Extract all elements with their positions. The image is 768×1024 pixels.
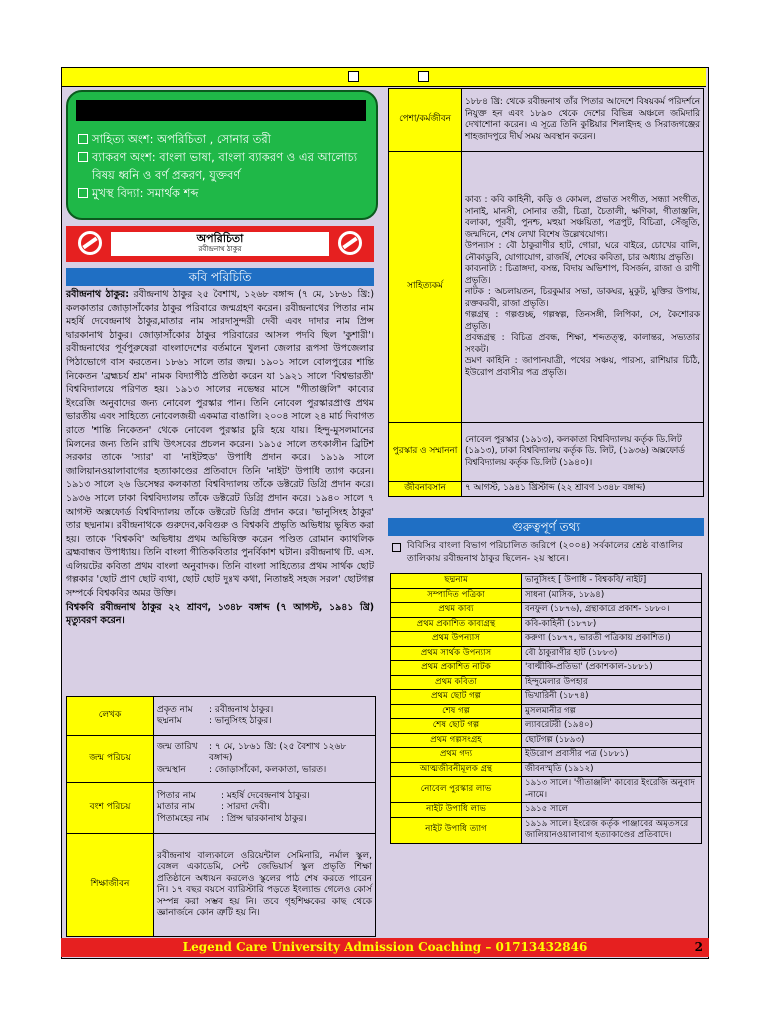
table-row: প্রথম গদ্য ইউরোপ প্রবাসীর পত্র (১৮৮১) [391,748,702,763]
checkbox-icon [418,71,429,82]
table-row: প্রথম গল্পসংগ্রহ ছোটগল্প (১৮৯৩) [391,733,702,748]
page-number: 2 [694,940,703,954]
checkbox-icon [78,152,88,162]
right-column [388,88,704,938]
table-row: শেষ গল্প মুসলমানীর গল্প [391,704,702,719]
table-row: আত্মজীবনীমূলক গ্রন্থ জীবনস্মৃতি (১৯১২) [391,762,702,777]
checkbox-icon [78,188,88,198]
title-banner [66,226,374,262]
table-row: প্রথম প্রকাশিত নাটক 'বাল্মীকি-প্রতিভা' (প্রকাশকাল-১৮৮১) [391,661,702,676]
table-row: ছদ্মনাম ভানুসিংহ [ উপাধি - বিশ্বকবি/ নাইট] [391,574,702,589]
top-yellow-bar [62,68,706,87]
table-row: জন্ম পরিচয় জন্ম তারিখ : ৭ মে, ১৮৬১ খ্রি: (২৫ বৈশাখ ১২৬৮ বঙ্গাব্দ) জন্মস্থান : জোড়াসাঁকো, কলকাতা, ভারত। [67,736,376,783]
table-row: প্রথম কাব্য বনফুল (১৮৭৬), গ্রন্থাকারে প্রকাশ- ১৮৮০। [391,603,702,618]
syllabus-item: ব্যাকরণ অংশ: বাংলা ভাষা, বাংলা ব্যাকরণ ও এর আলোচ্য বিষয় ধ্বনি ও বর্ণ প্রকরণ, যুক্তবর্ণ [78,148,368,184]
banner-author: রবীন্দ্রনাথ ঠাকুর [198,245,242,253]
banner-title: অপরিচিতা [196,232,244,245]
guru-heading: গুরুত্বপূর্ণ তথ্য [388,518,704,536]
table-row: প্রথম কবিতা হিন্দুমেলার উপহার [391,675,702,690]
table-row: সম্পাদিত পত্রিকা সাধনা (মাসিক, ১৮৯৪) [391,588,702,603]
no-entry-icon [78,231,102,255]
syllabus-item: সাহিত্য অংশ: অপরিচিতা , সোনার তরী [78,130,368,148]
table-row: বংশ পরিচয় পিতার নাম : মহর্ষি দেবেন্দ্রনাথ ঠাকুর। মাতার নাম : সারদা দেবী। পিতামহের নাম : প্রিন্স দ্বারকানাথ ঠাকুর। [67,783,376,834]
checkbox-icon [348,71,359,82]
checkbox-icon [78,134,88,144]
table-row: সাহিত্যকর্ম কাব্য : কবি কাহিনী, কড়ি ও কোমল, প্রভাত সংগীত, সন্ধ্যা সংগীত, সানাই, মানসী, সোনার তরী, চিত্রা, চৈতালী, ক্ষণিকা, গীতাঞ্জলি, বলাকা, পূরবী, পুনশ্চ, মহুয়া সঞ্চয়িতা, পত্রপুট, বিচিত্রা, সেঁজুতি, জন্মদিনে, শেষ লেখা বিশেষ উল্লেখযোগ্য। উপন্যাস : বৌ ঠাকুরাণীর হাট, গোরা, ঘরে বাইরে, চোখের বালি, নৌকাডুবি, যোগাযোগ, রাজর্ষি, শেষের কবিতা, চার অধ্যায় প্রভৃতি। কাব্যনাট্য : চিত্রাঙ্গদা, বসন্ত, বিদায় অভিশাপ, বিসর্জন, রাজা ও রাণী প্রভৃতি। নাটক : অচলায়তন, চিরকুমার সভা, ডাকঘর, মুকুট, মুক্তির উপায়, রক্তকরবী, রাজা প্রভৃতি। গল্পগ্রন্থ : গল্পগুচ্ছ, গল্পস্বল্প, তিনসঙ্গী, লিপিকা, সে, কৈশোরক প্রভৃতি। প্রবন্ধগ্রন্থ : বিচিত্র প্রবন্ধ, শিক্ষা, শব্দতত্ত্ব, কালান্তর, সভ্যতার সংকট। ভ্রমণ কাহিনি : জাপানযাত্রী, পথের সঞ্চয়, পারস্য, রাশিয়ার চিঠি, ইউরোপ প্রবাসীর পত্র প্রভৃতি। [389,152,704,423]
table-row: প্রথম ছোট গল্প ভিখারিনী (১৮৭৪) [391,690,702,705]
table-row: প্রথম প্রকাশিত কাব্যগ্রন্থ কবি-কাহিনী (১৮৭৮) [391,617,702,632]
table-row: প্রথম উপন্যাস করুণা (১৮৭৭, ভারতী পত্রিকায় প্রকাশিত।) [391,632,702,647]
table-row: পুরস্কার ও সম্মাননা নোবেল পুরস্কার (১৯১৩), কলকাতা বিশ্ববিদ্যালয় কর্তৃক ডি.লিট (১৯১৩), ঢাকা বিশ্ববিদ্যালয় কর্তৃক ডি. লিট, (১৯৩৬) অক্সফোর্ড বিশ্ববিদ্যালয় কর্তৃক ডি.লিট (১৯৪০)। [389,423,704,482]
table-row: লেখক প্রকৃত নাম : রবীন্দ্রনাথ ঠাকুর। ছদ্মনাম : ভানুসিংহ ঠাকুর। [67,697,376,736]
profile-table [388,88,704,497]
table-row: জীবনাবসান ৭ আগস্ট, ১৯৪১ খ্রিস্টাব্দ (২২ শ্রাবণ ১৩৪৮ বঙ্গাব্দ) [389,482,704,497]
left-column [64,88,378,938]
table-row: প্রথম সার্থক উপন্যাস বৌ ঠাকুরাণীর হাট (১৮৮৩) [391,646,702,661]
syllabus-item: মুখস্থ বিদ্যা: সমার্থক শব্দ [78,184,368,202]
info-table [66,696,376,937]
syllabus-box [66,90,378,220]
biography-text: রবীন্দ্রনাথ ঠাকুর: রবীন্দ্রনাথ ঠাকুর ২৫ বৈশাখ, ১২৬৮ বঙ্গাব্দ (৭ মে, ১৮৬১ খ্রি:) কলকাতার জোড়াসাঁকোর ঠাকুর পরিবারে জন্মগ্রহণ করেন। রবীন্দ্রনাথের পিতার নাম মহর্ষি দেবেন্দ্রনাথ ঠাকুর,মাতার নাম সারদাসুন্দরী দেবী এবং দাদার নাম প্রিন্স দ্বারকানাথ ঠাকুর। জোড়াসাঁকোর ঠাকুর পরিবারের আসল পদবি ছিল 'কুশারী'। রবীন্দ্রনাথের পূর্বপুরুষেরা বাংলাদেশের বর্তমানে খুলনা জেলার রূপসা উপজেলার পিঠাভোগে বাস করতেন। ১৮৬১ সালে তার জন্ম। ১৯০১ সালে বোলপুরের শান্তি নিকেতন 'ব্রহ্মচর্য শ্রম' নামক বিদ্যাপীঠ প্রতিষ্ঠা করেন যা ১৯২১ সালে 'বিশ্বভারতী' বিশ্ববিদ্যালয়ে পরিণত হয়। ১৯১৩ সালের নভেম্বর মাসে "গীতাঞ্জলি" কাব্যের ইংরেজি অনুবাদের জন্য নোবেল পুরস্কার পান। তিনি নোবেল পুরস্কারপ্রাপ্ত প্রথম ভারতীয় এবং সাহিত্যে নোবেলজয়ী একমাত্র বাঙালি। ২০০৪ সালে ২৪ মার্চ দিবাগত রাতে 'শান্তি নিকেতন' থেকে নোবেল পুরস্কার চুরি হয়ে যায়। হিন্দু-মুসলমানের মিলনের জন্য তিনি রাখি উৎসবের প্রচলন করেন। ১৯১৫ সালে তৎকালীন ব্রিটিশ সরকার তাকে 'স্যার' বা 'নাইটহুড' উপাধি প্রদান করে। ১৯১৯ সালে জালিয়ানওয়ালাবাগের হত্যাকাণ্ডের প্রতিবাদে তিনি 'নাইট' উপাধি ত্যাগ করেন। ১৯১৩ সালে ২৬ ডিসেম্বর কলকাতা বিশ্ববিদ্যালয় তাঁকে ডক্টরেট ডিগ্রি প্রদান করে। ১৯৩৬ সালে ঢাকা বিশ্ববিদ্যালয় তাঁকে ডক্টরেট ডিগ্রি প্রদান করে। ১৯৪০ সালে ৭ আগস্ট অক্সফোর্ড বিশ্ববিদ্যালয় তাঁকে ডক্টরেট ডিগ্রি প্রদান করে। 'ভানুসিংহ ঠাকুর' তার ছদ্মনাম। রবীন্দ্রনাথকে গুরুদেব,কবিগুরু ও বিশ্বকবি প্রভৃতি অভিধায় ভূষিত করা হয়। তাকে 'বিশ্বকবি' অভিধায় প্রথম অভিষিক্ত করেন পণ্ডিত রোমান ক্যাথলিক ব্রহ্মবান্ধব উপাধ্যায়। তিনি বাংলা গীতিকবিতার পুনর্বিকাশ ঘটান। রবীন্দ্রনাথ টি. এস. এলিয়টের কবিতা প্রথম বাংলা অনুবাদক। তিনি বাংলা সাহিত্যের প্রথম সার্থক ছোট গল্পকার 'ছোট প্রাণ ছোট ব্যথা, ছোট ছোট দুঃখ কথা, নিতান্তই সহজ সরল' ছোটগল্প সম্পর্কে বিশ্বকবির অমর উক্তি। বিশ্বকবি রবীন্দ্রনাথ ঠাকুর ২২ শ্রাবণ, ১৩৪৮ বঙ্গাব্দ (৭ আগস্ট, ১৯৪১ খ্রি) মৃত্যুবরণ করেন। [66,289,374,627]
table-row: শেষ ছোট গল্প ল্যাবরেটরী (১৯৪০) [391,719,702,734]
table-row: নোবেল পুরস্কার লাভ ১৯১৩ সালে। 'গীতাঞ্জলি' কাব্যের ইংরেজি অনুবাদ -নামে। [391,777,702,803]
guru-intro: বিবিসির বাংলা বিভাগ পরিচালিত জরিপে (২০০৪) সর্বকালের শ্রেষ্ঠ বাঙালির তালিকায় রবীন্দ্রনাথ ঠাকুর ছিলেন- ২য় স্থানে। [388,540,704,565]
checkbox-icon [392,543,401,552]
table-row: নাইট উপাধি ত্যাগ ১৯১৯ সালে। ইংরেজ কর্তৃক পাঞ্জাবের অমৃতসরে জালিয়ানওয়ালাবাগ হত্যাকাণ্ডের প্রতিবাদে। [391,817,702,843]
footer-bar [61,938,709,957]
table-row: শিক্ষাজীবন রবীন্দ্রনাথ বাল্যকালে ওরিয়েন্টাল সেমিনারি, নর্মাল স্কুল, বেঙ্গল একাডেমি, সেন্ট জেভিয়ার্স স্কুল প্রভৃতি শিক্ষা প্রতিষ্ঠানে অধ্যয়ন করলেও স্কুলের পাঠ শেষ করতে পারেন নি। ১৭ বছর বয়সে ব্যারিস্টারি পড়তে ইংল্যান্ড গেলেও কোর্স সম্পন্ন করা সম্ভব হয় নি। তবে গৃহশিক্ষকের কাছ থেকে জ্ঞানার্জনে কোন ত্রুটি হয় নি। [67,834,376,937]
black-heading-bar [76,100,366,121]
kobi-heading: কবি পরিচিতি [66,268,374,286]
table-row: নাইট উপাধি লাভ ১৯১৫ সালে [391,803,702,818]
death-line: বিশ্বকবি রবীন্দ্রনাথ ঠাকুর ২২ শ্রাবণ, ১৩৪৮ বঙ্গাব্দ (৭ আগস্ট, ১৯৪১ খ্রি) মৃত্যুবরণ করেন। [66,601,374,627]
table-row: পেশা/কর্মজীবন ১৮৮৪ খ্রি: থেকে রবীন্দ্রনাথ তাঁর পিতার আদেশে বিষয়কর্ম পরিদর্শনে নিযুক্ত হন এবং ১৮৯০ থেকে দেশের বিভিন্ন অঞ্চলে জমিদারি দেখাশোনা করেন। এ সূত্রে তিনি কুষ্টিয়ার শিলাইদহ ও সিরাজগঞ্জের শাহজাদপুরে দীর্ঘ সময় অবস্থান করেন। [389,89,704,152]
facts-table [390,573,702,844]
footer-text: Legend Care University Admission Coaching – 01713432846 [182,940,588,954]
no-entry-icon [338,231,362,255]
